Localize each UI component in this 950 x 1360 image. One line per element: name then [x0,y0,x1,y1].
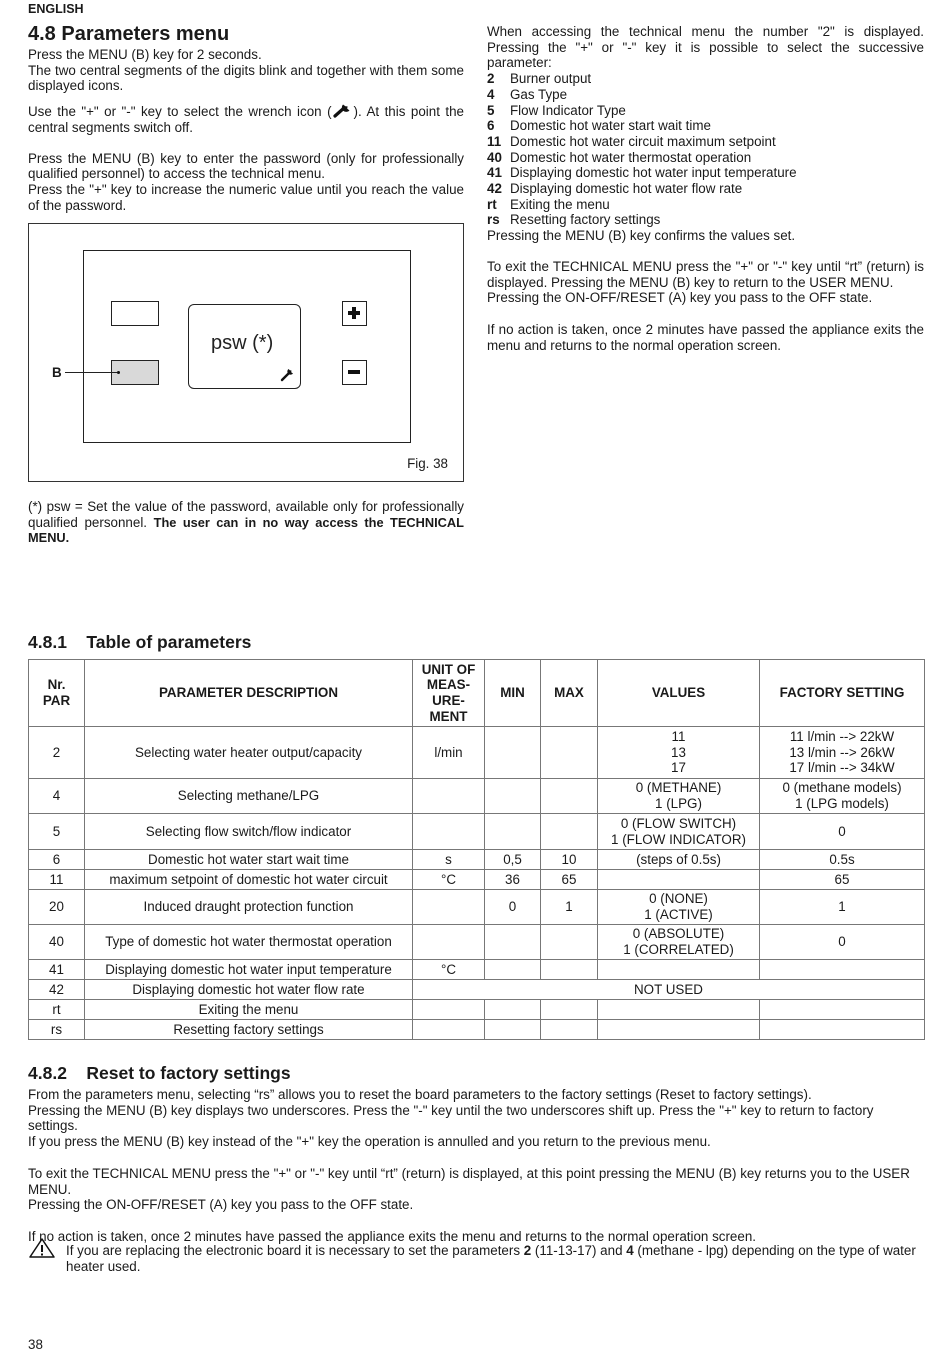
table-cell: 0,5 [485,850,541,870]
table-cell: Induced draught protection function [85,890,413,925]
table-cell: 2 [29,727,85,779]
table-cell [485,925,541,960]
table-row [29,779,925,814]
column-header: FACTORY SETTING [760,660,925,727]
table-cell: Type of domestic hot water thermostat operation [85,925,413,960]
table-row [29,925,925,960]
table-row [29,890,925,925]
figure-note: (*) psw = Set the value of the password, available only for professionally qualified personnel. The user can in no way access the TECHNICAL MENU. [28,499,464,546]
parameter-list-item [487,150,924,166]
confirm-text: Pressing the MENU (B) key confirms the values set. [487,228,796,244]
table-cell [541,960,598,980]
table-cell [485,960,541,980]
table-cell [485,1000,541,1020]
table-cell: 42 [29,980,85,1000]
minus-key [342,360,367,385]
table-cell: Selecting methane/LPG [85,779,413,814]
technical-intro: When accessing the technical menu the number "2" is displayed. Pressing the "+" or "-" key it is possible to select the successive parameter: [487,24,924,71]
table-row [29,960,925,980]
table-cell [541,814,598,850]
table-cell [541,727,598,779]
parameter-text: Flow Indicator Type [510,102,626,118]
table-header-row [29,660,925,727]
table-row [29,814,925,850]
parameter-text: Exiting the menu [510,196,610,212]
table-cell: rs [29,1020,85,1040]
language-label: ENGLISH [28,2,84,16]
paragraph: Press the MENU (B) key to enter the password (only for professionally qualified personnel) to access the technical menu. [28,150,464,182]
paragraph: Press the "+" key to increase the numeric value until you reach the value of the password. [28,181,464,213]
page-number: 38 [28,1337,43,1352]
table-cell: 65 [760,870,925,890]
table-cell: 0 [485,890,541,925]
figure-38 [28,223,464,482]
off-text: Pressing the ON-OFF/RESET (A) key you pass to the OFF state. [487,290,873,306]
parameter-text: Burner output [510,71,592,87]
table-cell: 6 [29,850,85,870]
table-cell: 11 [29,870,85,890]
plus-key [342,301,367,326]
warning-icon [28,1237,56,1259]
table-cell [541,1000,598,1020]
table-cell: 0.5s [760,850,925,870]
table-cell: 41 [29,960,85,980]
table-cell [760,1000,925,1020]
parameter-text: Domestic hot water start wait time [510,118,711,134]
table-cell: 1 [760,890,925,925]
table-cell [598,1000,760,1020]
table-row [29,870,925,890]
parameter-number: 40 [487,149,502,165]
figure-caption: Fig. 38 [407,456,448,472]
warning-text: If you are replacing the electronic board it is necessary to set the parameters 2 (11-13-17) and 4 (methane - lpg) depending on the type of water heater used. [66,1243,916,1274]
table-cell: Exiting the menu [85,1000,413,1020]
parameter-list-item [487,134,924,150]
table-cell: 10 [541,850,598,870]
paragraph: To exit the TECHNICAL MENU press the "+" or "-" key until “rt” (return) is displayed, at this point pressing the MENU (B) key returns you to the USER MENU. [28,1165,910,1197]
reset-title: 4.8.2 Reset to factory settings [28,1063,291,1083]
table-cell [598,870,760,890]
table-row [29,850,925,870]
table-cell: 11 13 17 [598,727,760,779]
table-cell [413,1000,485,1020]
table-cell: 0 (methane models) 1 (LPG models) [760,779,925,814]
table-cell: 36 [485,870,541,890]
parameter-text: Resetting factory settings [510,212,661,228]
parameter-number: rt [487,196,497,212]
table-cell: 40 [29,925,85,960]
paragraph: If no action is taken, once 2 minutes have passed the appliance exits the menu and returns to the normal operation screen. [28,1228,756,1244]
table-cell: Resetting factory settings [85,1020,413,1040]
table-cell: Selecting flow switch/flow indicator [85,814,413,850]
left-intro [28,47,464,213]
parameter-number: 4 [487,86,495,102]
parameter-list-item [487,212,924,228]
table-cell [413,1020,485,1040]
table-cell: maximum setpoint of domestic hot water circuit [85,870,413,890]
table-cell [760,960,925,980]
table-cell: 0 (METHANE) 1 (LPG) [598,779,760,814]
table-title: 4.8.1 Table of parameters [28,632,252,652]
exit-text: To exit the TECHNICAL MENU press the "+" or "-" key until “rt” (return) is displayed. Pressing the MENU (B) key to return to the USER MENU. [487,258,924,290]
column-header: UNIT OF MEAS- URE- MENT [413,660,485,727]
parameter-number: 5 [487,102,495,118]
table-cell [541,925,598,960]
wrench-icon [280,366,296,382]
table-cell: 5 [29,814,85,850]
table-cell [760,1020,925,1040]
paragraph: If you press the MENU (B) key instead of the "+" key the operation is annulled and you return to the previous menu. [28,1134,711,1150]
table-cell: Displaying domestic hot water input temperature [85,960,413,980]
table-row [29,1000,925,1020]
leader-line [65,372,117,373]
reset-text [28,1087,924,1245]
parameter-number: 6 [487,118,495,134]
column-header: VALUES [598,660,760,727]
table-cell: 0 [760,814,925,850]
column-header: Nr. PAR [29,660,85,727]
parameter-number: rs [487,212,500,228]
table-cell: s [413,850,485,870]
table-cell: 4 [29,779,85,814]
table-cell [598,960,760,980]
parameter-list-item [487,118,924,134]
column-header: MIN [485,660,541,727]
parameter-list-item [487,197,924,213]
table-cell [413,814,485,850]
key-label-b: B [52,365,62,380]
table-cell [413,779,485,814]
key-dot [117,371,120,374]
paragraph: Pressing the ON-OFF/RESET (A) key you pass to the OFF state. [28,1197,414,1213]
parameter-list-item [487,181,924,197]
table-cell: Selecting water heater output/capacity [85,727,413,779]
table-cell: 20 [29,890,85,925]
table-cell: 0 (FLOW SWITCH) 1 (FLOW INDICATOR) [598,814,760,850]
parameter-text: Gas Type [510,86,568,102]
paragraph-wrench: Use the "+" or "-" key to select the wrench icon ( ). At this point the central segments switch off. [28,101,464,135]
table-cell: (steps of 0.5s) [598,850,760,870]
table-cell: 0 (ABSOLUTE) 1 (CORRELATED) [598,925,760,960]
display-text: psw (*) [211,332,274,354]
column-header: PARAMETER DESCRIPTION [85,660,413,727]
table-cell [485,779,541,814]
parameter-text: Displaying domestic hot water input temperature [510,165,797,181]
paragraph: The two central segments of the digits blink and together with them some displayed icons. [28,62,464,94]
minus-icon [343,361,365,383]
table-cell [485,814,541,850]
plus-icon [343,302,365,324]
parameter-text: Displaying domestic hot water flow rate [510,181,743,197]
table-cell [485,1020,541,1040]
table-cell: NOT USED [413,980,925,1000]
parameter-list-item [487,87,924,103]
parameter-number: 11 [487,133,502,149]
section-title: 4.8 Parameters menu [28,23,230,45]
table-body [29,727,925,1040]
table-cell [413,925,485,960]
wrench-icon [332,101,354,119]
parameter-list [487,71,924,228]
paragraph: Pressing the MENU (B) key displays two underscores. Press the "-" key until the two underscores shift up. Press the "+" key to return to factory settings. [28,1102,874,1134]
parameter-number: 42 [487,181,502,197]
table-cell: 65 [541,870,598,890]
table-cell: 1 [541,890,598,925]
parameter-text: Domestic hot water thermostat operation [510,149,752,165]
table-row [29,1020,925,1040]
table-row [29,980,925,1000]
right-column [487,24,924,353]
table-cell: °C [413,870,485,890]
table-cell [541,1020,598,1040]
timeout-text: If no action is taken, once 2 minutes have passed the appliance exits the menu and returns to the normal operation screen. [487,321,924,353]
table-cell: l/min [413,727,485,779]
table-cell: 0 (NONE) 1 (ACTIVE) [598,890,760,925]
table-cell: Displaying domestic hot water flow rate [85,980,413,1000]
parameters-table [28,659,925,1040]
table-cell: 11 l/min --> 22kW 13 l/min --> 26kW 17 l/min --> 34kW [760,727,925,779]
table-cell: 0 [760,925,925,960]
table-cell [485,727,541,779]
table-cell: °C [413,960,485,980]
parameter-list-item [487,71,924,87]
table-cell [598,1020,760,1040]
top-key [111,301,159,326]
paragraph: Press the MENU (B) key for 2 seconds. [28,47,262,62]
table-cell: Domestic hot water start wait time [85,850,413,870]
table-cell [541,779,598,814]
table-row [29,727,925,779]
parameter-list-item [487,165,924,181]
parameter-list-item [487,103,924,119]
table-cell [413,890,485,925]
table-cell: rt [29,1000,85,1020]
parameter-number: 41 [487,165,502,181]
parameter-text: Domestic hot water circuit maximum setpoint [510,133,776,149]
column-header: MAX [541,660,598,727]
paragraph: From the parameters menu, selecting “rs” allows you to reset the board parameters to the factory settings (Reset to factory settings). [28,1087,812,1102]
parameter-number: 2 [487,71,495,87]
